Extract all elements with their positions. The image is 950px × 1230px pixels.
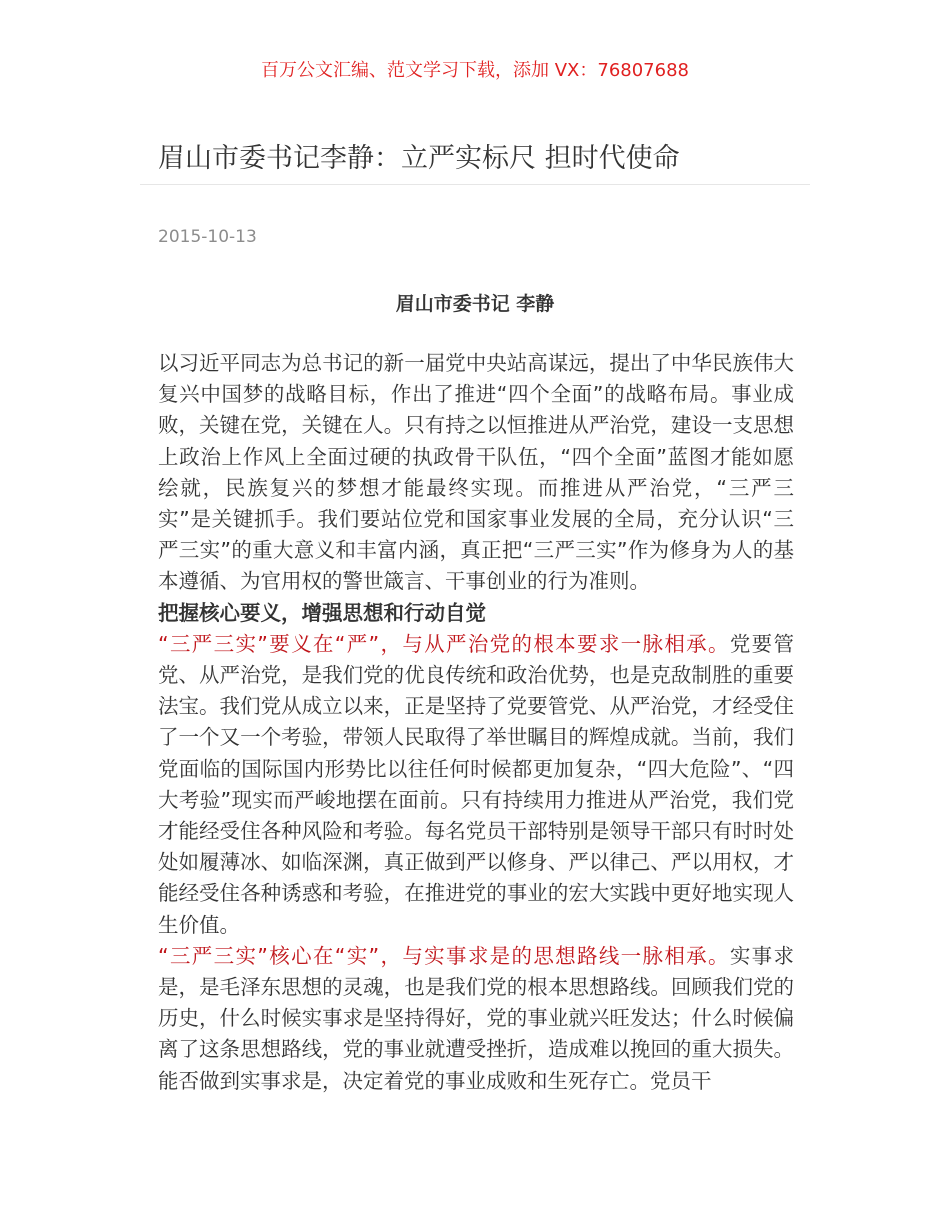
publish-date: 2015-10-13 xyxy=(158,227,257,247)
paragraph-text: 党要管党、从严治党，是我们党的优良传统和政治优势，也是克敌制胜的重要法宝。我们党从成立以来，正是坚持了党要管党、从严治党，才经受住了一个又一个考验，带领人民取得了举世瞩目的辉煌成就。当前，我们党面临的国际国内形势比以往任何时候都更加复杂，“四大危险”、“四大考验”现实而严峻地摆在面前。只有持续用力推进从严治党，我们党才能经受住各种风险和考验。每名党员干部特别是领导干部只有时时处处如履薄冰、如临深渊，真正做到严以修身、严以律己、严以用权，才能经受住各种诱惑和考验，在推进党的事业的宏大实践中更好地实现人生价值。 xyxy=(158,631,794,937)
paragraph-lead: “三严三实”要义在“严”，与从严治党的根本要求一脉相承。 xyxy=(158,631,730,656)
section-heading: 把握核心要义，增强思想和行动自觉 xyxy=(158,600,486,625)
promo-banner: 百万公文汇编、范文学习下载，添加 VX：76807688 xyxy=(261,60,689,81)
title-divider xyxy=(140,184,810,185)
paragraph xyxy=(158,629,794,941)
paragraph: 以习近平同志为总书记的新一届党中央站高谋远，提出了中华民族伟大复兴中国梦的战略目标，作出了推进“四个全面”的战略布局。事业成败，关键在党，关键在人。只有持之以恒推进从严治党，建设一支思想上政治上作风上全面过硬的执政骨干队伍，“四个全面”蓝图才能如愿绘就，民族复兴的梦想才能最终实现。而推进从严治党，“三严三实”是关键抓手。我们要站位党和国家事业发展的全局，充分认识“三严三实”的重大意义和丰富内涵，真正把“三严三实”作为修身为人的基本遵循、为官用权的警世箴言、干事创业的行为准则。 xyxy=(158,351,794,594)
paragraph-lead: “三严三实”核心在“实”，与实事求是的思想路线一脉相承。 xyxy=(158,943,730,968)
paragraph xyxy=(158,941,794,1097)
article-author: 眉山市委书记 李静 xyxy=(395,293,555,315)
paragraph-text: 实事求是，是毛泽东思想的灵魂，也是我们党的根本思想路线。回顾我们党的历史，什么时候实事求是坚持得好，党的事业就兴旺发达；什么时候偏离了这条思想路线，党的事业就遭受挫折，造成难以挽回的重大损失。能否做到实事求是，决定着党的事业成败和生死存亡。党员干 xyxy=(158,943,794,1093)
article-body xyxy=(158,348,794,1097)
article-title: 眉山市委书记李静：立严实标尺 担时代使命 xyxy=(158,143,680,174)
